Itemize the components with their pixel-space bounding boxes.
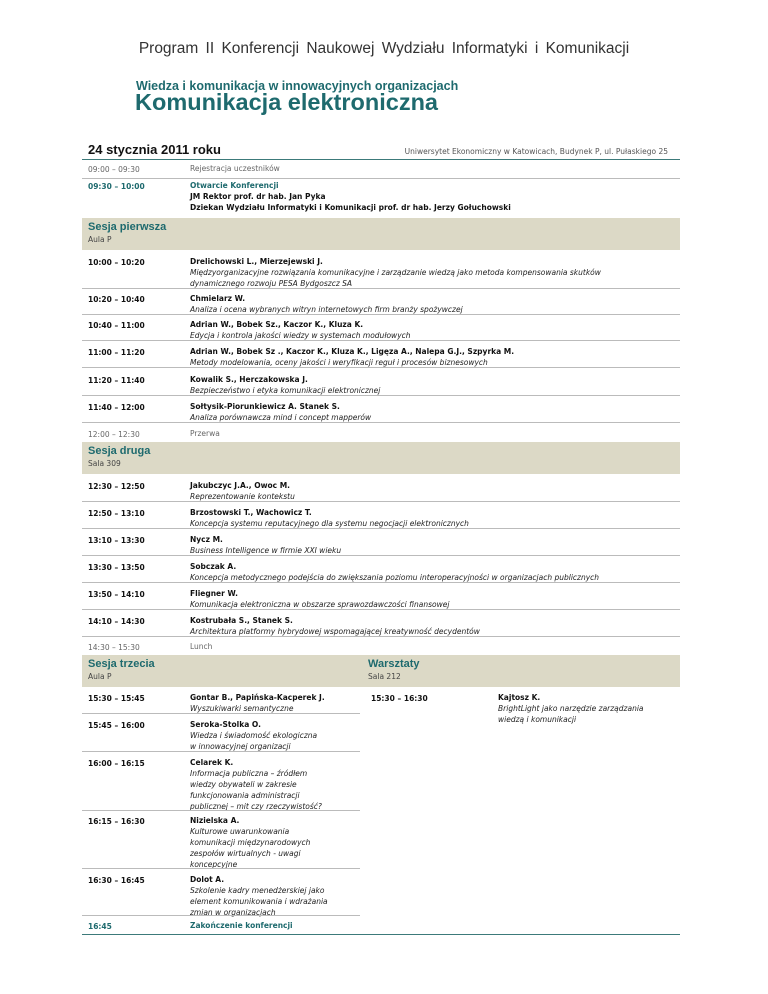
divider	[82, 915, 360, 916]
talk-authors: Sobczak A.	[190, 562, 237, 571]
session3-time-4: 16:15 – 16:30	[88, 817, 145, 826]
session2-time-2: 12:50 – 13:10	[88, 509, 145, 518]
talk-authors: Drelichowski L., Mierzejewski J.	[190, 257, 323, 266]
talk-authors: Seroka-Stolka O.	[190, 720, 261, 729]
session3-title: Sesja trzecia	[88, 658, 155, 670]
session1-time-3: 10:40 – 11:00	[88, 321, 145, 330]
session3-room: Aula P	[88, 672, 112, 681]
talk-title-cont: wiedzy obywateli w zakresie	[190, 780, 297, 789]
lunch-time: 14:30 – 15:30	[88, 643, 140, 652]
session1-talk-3	[190, 319, 411, 341]
session3-talk-4	[190, 815, 310, 870]
talk-title: Kulturowe uwarunkowania	[190, 827, 290, 836]
session2-time-6: 14:10 – 14:30	[88, 617, 145, 626]
closing-time: 16:45	[88, 922, 112, 931]
talk-title-cont: komunikacji międzynarodowych	[190, 838, 311, 847]
talk-authors: Jakubczyc J.A., Owoc M.	[190, 481, 291, 490]
opening-item	[190, 180, 511, 213]
workshop-talk	[498, 692, 644, 725]
session1-title: Sesja pierwsza	[88, 221, 167, 233]
session3-time-5: 16:30 – 16:45	[88, 876, 145, 885]
session1-talk-2	[190, 293, 463, 315]
session2-room: Sala 309	[88, 459, 121, 468]
talk-authors: Kostrubała S., Stanek S.	[190, 616, 293, 625]
talk-authors: Sołtysik-Piorunkiewicz A. Stanek S.	[190, 402, 340, 411]
talk-authors: Kowalik S., Herczakowska J.	[190, 375, 308, 384]
divider	[82, 422, 680, 423]
conference-venue: Uniwersytet Ekonomiczny w Katowicach, Budynek P, ul. Pułaskiego 25	[404, 147, 668, 156]
session3-time-1: 15:30 – 15:45	[88, 694, 145, 703]
conference-title: Komunikacja elektroniczna	[135, 89, 438, 115]
talk-title-cont: publicznej – mit czy rzeczywistość?	[190, 802, 322, 811]
lunch-label: Lunch	[190, 642, 213, 651]
session3-time-2: 15:45 – 16:00	[88, 721, 145, 730]
talk-authors: Adrian W., Bobek Sz., Kaczor K., Kluza K.	[190, 320, 364, 329]
registration-item	[190, 163, 280, 174]
talk-title: Business Intelligence w firmie XXI wieku	[190, 546, 342, 555]
talk-title-cont: koncepcyjne	[190, 860, 238, 869]
talk-title: BrightLight jako narzędzie zarządzania	[498, 704, 644, 713]
talk-authors: Chmielarz W.	[190, 294, 246, 303]
session2-talk-6	[190, 615, 480, 637]
lunch-item	[190, 641, 212, 652]
session3-talk-1	[190, 692, 325, 714]
talk-authors: Celarek K.	[190, 758, 234, 767]
session2-talk-4	[190, 561, 599, 583]
program-header: Program II Konferencji Naukowej Wydziału Informatyki i Komunikacji	[138, 40, 630, 57]
session3-talk-5	[190, 874, 328, 918]
talk-title-cont: zmian w organizacjach	[190, 908, 276, 917]
opening-label: Otwarcie Konferencji	[190, 181, 279, 190]
session2-time-4: 13:30 – 13:50	[88, 563, 145, 572]
session1-talk-5	[190, 374, 380, 396]
session2-talk-3	[190, 534, 341, 556]
talk-title: Bezpieczeństwo i etyka komunikacji elektronicznej	[190, 386, 381, 395]
talk-title: Wiedza i świadomość ekologiczna	[190, 731, 318, 740]
session2-title: Sesja druga	[88, 445, 151, 457]
talk-title-cont: zespołów wirtualnych - uwagi	[190, 849, 301, 858]
session2-talk-1	[190, 480, 295, 502]
session1-time-5: 11:20 – 11:40	[88, 376, 145, 385]
divider	[82, 178, 680, 179]
time-opening: 09:30 – 10:00	[88, 182, 145, 191]
session1-time-1: 10:00 – 10:20	[88, 258, 145, 267]
talk-title: Koncepcja metodycznego podejścia do zwiększania poziomu interoperacyjności w organizacjach publicznych	[190, 573, 600, 582]
footer-rule	[82, 934, 680, 935]
session2-time-3: 13:10 – 13:30	[88, 536, 145, 545]
divider	[82, 367, 680, 368]
divider	[82, 501, 680, 502]
divider	[82, 609, 680, 610]
talk-authors: Dolot A.	[190, 875, 225, 884]
divider	[82, 395, 680, 396]
session2-time-1: 12:30 – 12:50	[88, 482, 145, 491]
session1-talk-4	[190, 346, 514, 368]
registration-label: Rejestracja uczestników	[190, 164, 280, 173]
session3-time-3: 16:00 – 16:15	[88, 759, 145, 768]
header-rule	[82, 159, 680, 160]
talk-title-cont: wiedzą i komunikacji	[498, 715, 577, 724]
session1-time-2: 10:20 – 10:40	[88, 295, 145, 304]
conference-date: 24 stycznia 2011 roku	[88, 142, 221, 157]
workshop-time: 15:30 – 16:30	[371, 694, 428, 703]
session2-band	[82, 442, 680, 474]
session3-band	[82, 655, 680, 687]
talk-authors: Brzostowski T., Wachowicz T.	[190, 508, 312, 517]
divider	[82, 868, 360, 869]
divider	[82, 751, 360, 752]
talk-title: Metody modelowania, oceny jakości i weryfikacji reguł i procesów biznesowych	[190, 358, 488, 367]
session3-talk-3	[190, 757, 322, 812]
opening-dean: Dziekan Wydziału Informatyki i Komunikacji prof. dr hab. Jerzy Gołuchowski	[190, 203, 511, 212]
session2-time-5: 13:50 – 14:10	[88, 590, 145, 599]
session1-band	[82, 218, 680, 250]
talk-authors: Nizielska A.	[190, 816, 240, 825]
workshop-room: Sala 212	[368, 672, 401, 681]
talk-title: Międzyorganizacyjne rozwiązania komunikacyjne i zarządzanie wiedzą jako metoda kompensowania skutków	[190, 268, 601, 277]
session3-talk-2	[190, 719, 317, 752]
talk-authors: Gontar B., Papińska-Kacperek J.	[190, 693, 325, 702]
talk-title-cont: funkcjonowania administracji	[190, 791, 300, 800]
talk-title: Informacja publiczna – źródłem	[190, 769, 308, 778]
break-label: Przerwa	[190, 429, 220, 438]
talk-title: Architektura platformy hybrydowej wspomagającej kreatywność decydentów	[190, 627, 480, 636]
talk-authors: Kajtosz K.	[498, 693, 541, 702]
divider	[82, 713, 360, 714]
talk-title: Szkolenie kadry menedżerskiej jako	[190, 886, 325, 895]
session2-talk-5	[190, 588, 449, 610]
talk-title: Analiza i ocena wybranych witryn internetowych firm branży spożywczej	[190, 305, 463, 314]
closing-item	[190, 920, 293, 931]
talk-title: Koncepcja systemu reputacyjnego dla systemu negocjacji elektronicznych	[190, 519, 469, 528]
talk-title-cont: dynamicznego rozwoju PESA Bydgoszcz SA	[190, 279, 353, 288]
talk-title: Komunikacja elektroniczna w obszarze sprawozdawczości finansowej	[190, 600, 450, 609]
talk-authors: Nycz M.	[190, 535, 223, 544]
session1-time-4: 11:00 – 11:20	[88, 348, 145, 357]
divider	[82, 288, 680, 289]
session1-talk-6	[190, 401, 371, 423]
talk-title: Analiza porównawcza mind i concept mapperów	[190, 413, 372, 422]
talk-title: Wyszukiwarki semantyczne	[190, 704, 294, 713]
session2-talk-2	[190, 507, 469, 529]
break-time: 12:00 – 12:30	[88, 430, 140, 439]
time-registration: 09:00 – 09:30	[88, 165, 140, 174]
divider	[82, 582, 680, 583]
closing-label: Zakończenie konferencji	[190, 921, 293, 930]
divider	[82, 314, 680, 315]
divider	[82, 555, 680, 556]
session1-time-6: 11:40 – 12:00	[88, 403, 145, 412]
talk-authors: Adrian W., Bobek Sz ., Kaczor K., Kluza K., Ligęza A., Nalepa G.J., Szpyrka M.	[190, 347, 515, 356]
conference-subtitle: Wiedza i komunikacja w innowacyjnych organizacjach	[136, 79, 459, 93]
break-item	[190, 428, 220, 439]
talk-title: Reprezentowanie kontekstu	[190, 492, 295, 501]
divider	[82, 810, 360, 811]
workshop-title: Warsztaty	[368, 658, 420, 670]
talk-title-cont: element komunikowania i wdrażania	[190, 897, 328, 906]
talk-title: Edycja i kontrola jakości wiedzy w systemach modułowych	[190, 331, 411, 340]
divider	[82, 528, 680, 529]
session1-room: Aula P	[88, 235, 112, 244]
talk-authors: Fliegner W.	[190, 589, 238, 598]
opening-rector: JM Rektor prof. dr hab. Jan Pyka	[190, 192, 326, 201]
talk-title-cont: w innowacyjnej organizacji	[190, 742, 291, 751]
session1-talk-1	[190, 256, 601, 289]
divider	[82, 340, 680, 341]
divider	[82, 636, 680, 637]
